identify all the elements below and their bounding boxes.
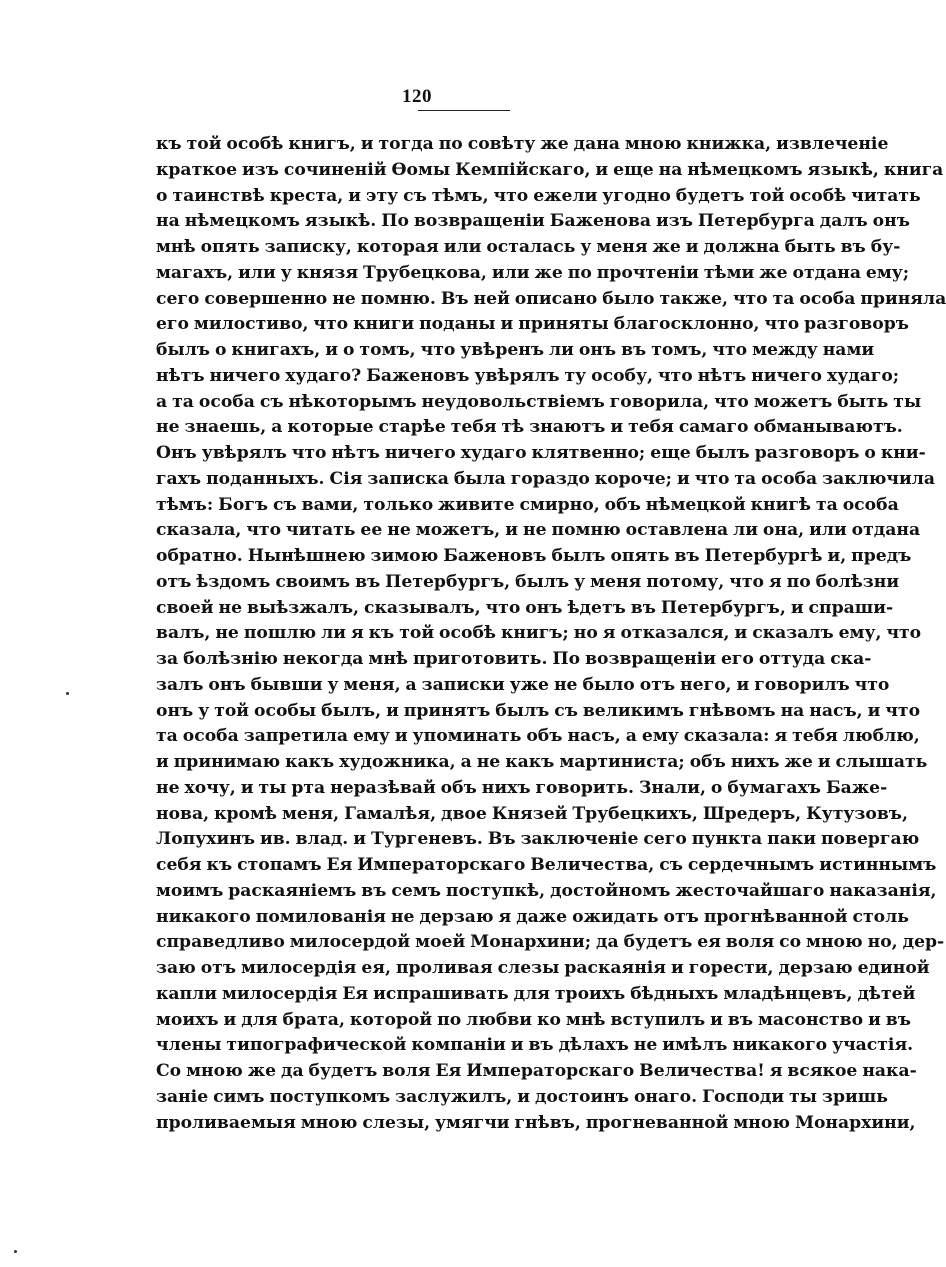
text-line: залъ онъ бывши у меня, а записки уже не было отъ него, и говорилъ что (156, 674, 890, 695)
text-line: Со мною же да будетъ воля Ея Императорскаго Величества! я всякое нака- (156, 1061, 917, 1081)
text-body (156, 132, 946, 1136)
text-line: онъ у той особы былъ, и принятъ былъ съ великимъ гнѣвомъ на насъ, и что (156, 700, 921, 721)
text-line: мнѣ опять записку, которая или осталась у меня же и должна быть въ бу- (156, 237, 901, 257)
text-line: былъ о книгахъ, и о томъ, что увѣренъ ли онъ въ томъ, что между нами (156, 340, 875, 360)
text-line: тѣмъ: Богъ съ вами, только живите смирно, объ нѣмецкой книгѣ та особа (156, 494, 899, 515)
text-line: на нѣмецкомъ языкѣ. По возвращеніи Баженова изъ Петербурга далъ онъ (156, 211, 910, 232)
text-line: а та особа съ нѣкоторымъ неудовольствіемъ говорила, что можетъ быть ты (156, 391, 922, 412)
text-line: моихъ и для брата, которой по любви ко мнѣ вступилъ и въ масонство и въ (156, 1009, 911, 1030)
text-line: обратно. Нынѣшнею зимою Баженовъ былъ опять въ Петербургѣ и, предъ (156, 546, 912, 566)
text-line: заю отъ милосердія ея, проливая слезы раскаянія и горести, дерзаю единой (156, 958, 930, 978)
text-line: не хочу, и ты рта неразѣвай объ нихъ говорить. Знали, о бумагахъ Баже- (156, 777, 888, 798)
text-line: нова, кромѣ меня, Гамалѣя, двое Князей Трубецкихъ, Шредеръ, Кутузовъ, (156, 803, 908, 824)
text-line: сего совершенно не помню. Въ ней описано было также, что та особа приняла (156, 288, 946, 309)
text-line: заніе симъ поступкомъ заслужилъ, и достоинъ онаго. Господи ты зришь (156, 1086, 888, 1107)
text-line: капли милосердія Ея испрашивать для троихъ бѣдныхъ младѣнцевъ, дѣтей (156, 983, 916, 1004)
text-line: не знаешь, а которые старѣе тебя тѣ знаютъ и тебя самаго обманываютъ. (156, 417, 903, 438)
text-line: моимъ раскаяніемъ въ семъ поступкѣ, достойномъ жесточайшаго наказанія, (156, 880, 937, 901)
text-line: Онъ увѣрялъ что нѣтъ ничего худаго клятвенно; еще былъ разговоръ о кни- (156, 443, 926, 463)
text-line: магахъ, или у князя Трубецкова, или же по прочтеніи тѣми же отдана ему; (156, 262, 910, 283)
scan-speck (14, 1250, 17, 1253)
text-line: отъ ѣздомъ своимъ въ Петербургъ, былъ у меня потому, что я по болѣзни (156, 571, 900, 592)
scan-speck (66, 692, 69, 695)
text-line: никакого помилованія не дерзаю я даже ожидать отъ прогнѣванной столь (156, 906, 909, 927)
text-line: себя къ стопамъ Ея Императорскаго Величества, съ сердечнымъ истиннымъ (156, 855, 937, 875)
text-line: Лопухинъ ив. влад. и Тургеневъ. Въ заключеніе сего пункта паки повергаю (156, 829, 920, 850)
text-line: гахъ поданныхъ. Сія записка была гораздо короче; и что та особа заключила (156, 468, 935, 489)
text-line: своей не выѣзжалъ, сказывалъ, что онъ ѣдетъ въ Петербургъ, и спраши- (156, 597, 894, 618)
text-line: проливаемыя мною слезы, умягчи гнѣвъ, прогневанной мною Монархини, (156, 1112, 916, 1133)
text-line: нѣтъ ничего худаго? Баженовъ увѣрялъ ту особу, что нѣтъ ничего худаго; (156, 365, 900, 386)
text-line: справедливо милосердой моей Монархини; да будетъ ея воля со мною но, дер- (156, 932, 945, 953)
text-line: за болѣзнію некогда мнѣ приготовить. По возвращеніи его оттуда ска- (156, 649, 872, 669)
text-line: о таинствѣ креста, и эту съ тѣмъ, что ежели угодно будетъ той особѣ читать (156, 185, 921, 206)
text-line: къ той особѣ книгъ, и тогда по совѣту же дана мною книжка, извлеченіе (156, 134, 889, 154)
text-line: члены типографической компаніи и въ дѣлахъ не имѣлъ никакого участія. (156, 1035, 914, 1056)
text-line: та особа запретила ему и упоминать объ насъ, а ему сказала: я тебя люблю, (156, 726, 920, 747)
text-line: краткое изъ сочиненій Ѳомы Кемпійскаго, и еще на нѣмецкомъ языкѣ, книга (156, 159, 944, 180)
text-line: валъ, не пошлю ли я къ той особѣ книгъ; но я отказался, и сказалъ ему, что (156, 623, 922, 644)
page-number: 120 (402, 86, 432, 107)
page-number-rule (418, 110, 510, 111)
text-line: и принимаю какъ художника, а не какъ мартиниста; объ нихъ же и слышать (156, 752, 928, 772)
text-line: сказала, что читать ее не можетъ, и не помню оставлена ли она, или отдана (156, 520, 921, 541)
text-line: его милостиво, что книги поданы и приняты благосклонно, что разговоръ (156, 314, 909, 335)
